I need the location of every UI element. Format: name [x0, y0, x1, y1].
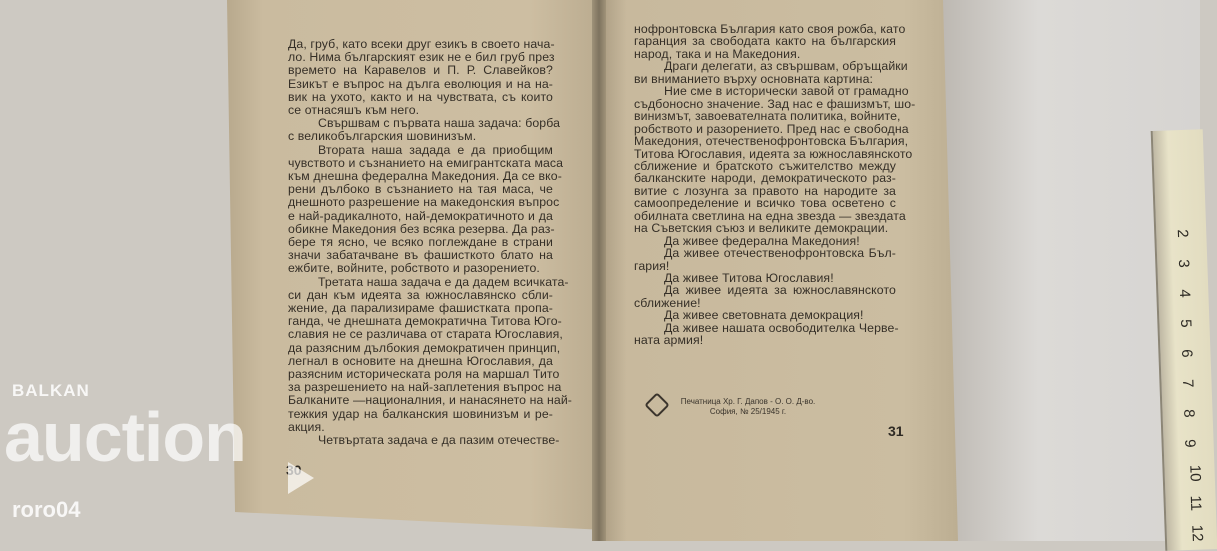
text-line: да разясним дълбокия демократичен принцип,: [288, 340, 561, 355]
text-line: към днешна федерална Македония. Да се вко-: [288, 169, 562, 183]
text-line: Да живее федерална Македония!: [664, 233, 860, 248]
right-page-number: 31: [888, 423, 904, 439]
text-line: витие с лозунга за правото на народите за: [634, 183, 896, 198]
text-line: ежбите, войните, робството и разорението.: [288, 261, 540, 276]
text-line: Да, груб, като всеки друг езикъ в своето нача-: [288, 37, 555, 51]
text-line: Балканите —националния, и нанасянето на най-: [288, 393, 572, 408]
text-line: ната армия!: [634, 333, 704, 348]
text-line: обилната светлина на една звезда — звездата: [634, 208, 906, 223]
left-page-number: 30: [286, 462, 302, 478]
text-line: сближение и братското съжителство между: [634, 158, 896, 173]
text-line: Да живее световната демокрация!: [664, 308, 864, 323]
text-line: Езикът е въпрос на дълга еволюция и на на-: [288, 76, 553, 91]
text-line: Третата наша задача е да дадем всичката-: [318, 274, 569, 289]
text-line: гаранция за свободата както на българския: [634, 34, 896, 49]
text-line: ганда, че днешната демократична Титова Юго-: [288, 314, 562, 329]
text-line: акция.: [288, 419, 325, 434]
text-line: се отнасяшъ към него.: [288, 103, 420, 117]
book-gutter: [592, 0, 606, 541]
text-line: славия не се различава от старата Югославия,: [288, 327, 563, 342]
text-line: ви вниманието върху основната картина:: [634, 71, 874, 86]
text-line: народ, така и на Македония.: [634, 46, 801, 61]
text-line: Свършвам с първата наша задача: борба: [318, 116, 561, 131]
text-line: Да живее Титова Югославия!: [664, 271, 834, 285]
ruler-number: 10: [1186, 464, 1204, 482]
watermark-play-arrow-icon: [288, 462, 314, 494]
printer-imprint: [668, 397, 828, 417]
text-line: Да живее идеята за южнославянското: [664, 283, 896, 298]
text-line: разясним историческата роля на маршал Тито: [288, 367, 560, 381]
text-line: с великобългарския шовинизъм.: [288, 129, 477, 144]
text-line: Македония, отечественофронтовска България,: [634, 134, 909, 149]
text-line: е най-радикалното, най-демократичното и да: [288, 208, 553, 223]
text-line: за разрешението на най-заплетения въпрос на: [288, 380, 562, 395]
text-line: Ние сме в исторически завой от грамадно: [664, 84, 909, 99]
watermark-brand-main: auction: [4, 398, 246, 476]
imprint-line-1: Печатница Хр. Г. Дапов - О. О. Д-во.: [680, 397, 816, 406]
text-line: Втората наша задада е да приобщим: [318, 142, 553, 157]
text-line: сближение!: [634, 295, 701, 310]
watermark-user: roro04: [12, 497, 81, 522]
ruler-number: 2: [1173, 229, 1192, 238]
ruler-number: 12: [1188, 524, 1206, 542]
text-line: вик на ухото, както и на чувствата, съ които: [288, 89, 553, 104]
text-line: времето на Каравелов и П. Р. Славейков?: [288, 63, 553, 78]
ruler-number: 9: [1181, 438, 1199, 448]
imprint-line-2: София, № 25/1945 г.: [709, 407, 787, 416]
text-line: си дан към идеята за южнославянско сбли-: [288, 287, 553, 302]
text-line: днешното разрешение на македонския въпрос: [288, 195, 560, 210]
text-line: самоопределение и всичко това осветено с: [634, 196, 896, 211]
ruler-number: 7: [1179, 378, 1197, 388]
text-line: ло. Нима българският език не е бил груб през: [288, 50, 555, 65]
text-line: винизмът, завоевателната политика, войните,: [634, 109, 901, 124]
text-line: легнал в основите на днешна Югославия, да: [288, 353, 553, 368]
ruler-number: 4: [1175, 288, 1194, 298]
text-line: робството и разорението. Пред нас е свободна: [634, 121, 909, 136]
text-line: рени дълбоко в съзнанието на тая маса, че: [288, 182, 553, 197]
text-line: обикне Македония без всяка резерва. Да раз-: [288, 221, 555, 236]
text-line: Да живее нашата освободителка Черве-: [664, 320, 899, 335]
text-line: жение, да парализираме фашистката пропа-: [288, 301, 553, 315]
ruler-number: 6: [1178, 348, 1196, 358]
ruler-number: 8: [1180, 408, 1198, 418]
text-line: Да живее отечественофронтовска Бъл-: [664, 246, 896, 261]
text-line: значи забатачване въ фашисткото блато на: [288, 248, 553, 263]
ruler-number: 11: [1186, 495, 1205, 512]
text-line: чувството и съзнанието на емигрантската маса: [288, 155, 564, 170]
ruler-number: 3: [1174, 259, 1193, 268]
text-line: Титова Югославия, идеята за южнославянското: [634, 146, 913, 161]
text-line: нофронтовска България като своя рожба, като: [634, 22, 906, 36]
text-line: съдбоносно значение. Зад нас е фашизмът, шо-: [634, 96, 916, 111]
text-line: бере тя ясно, че всяко поглеждане в страни: [288, 235, 553, 249]
watermark-brand-top: BALKAN: [12, 381, 90, 400]
text-line: Четвъртата задача е да пазим отечестве-: [318, 433, 560, 447]
ruler-number: 5: [1176, 318, 1195, 328]
text-line: на Съветския съюз и великите демокрации.: [634, 221, 889, 236]
text-line: гария!: [634, 258, 670, 273]
text-line: Драги делегати, аз свършвам, обръщайки: [664, 59, 908, 74]
text-line: балканските народи, демократическото раз-: [634, 171, 896, 186]
text-line: тежкия удар на балканския шовинизъм и ре-: [288, 406, 553, 421]
